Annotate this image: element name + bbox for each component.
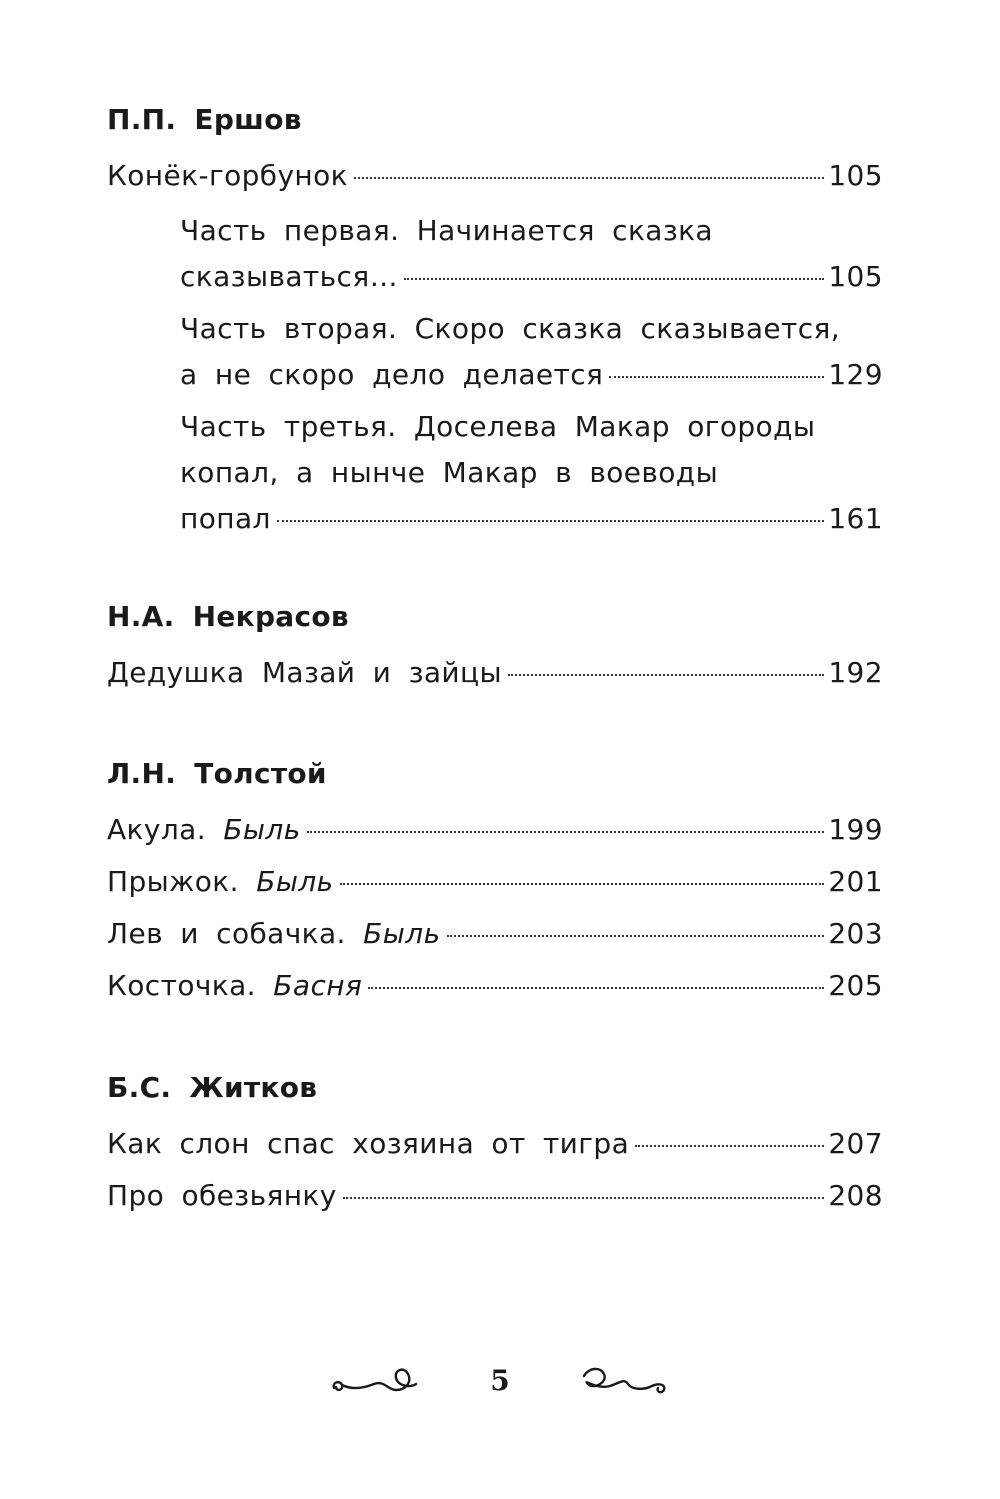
dot-leader	[404, 278, 824, 280]
toc-entry[interactable]	[107, 960, 883, 1012]
entry-title: Конёк-горбунок	[107, 159, 348, 192]
entry-genre: Быль	[256, 865, 334, 898]
entry-title: Как слон спас хозяина от тигра	[107, 1127, 630, 1160]
subentry-last-line	[180, 496, 883, 542]
entry-title-text: Прыжок.	[107, 865, 239, 898]
subentry-last-line	[180, 254, 883, 300]
entry-page: 129	[828, 358, 883, 391]
subentry-title-end: а не скоро дело делается	[180, 358, 604, 391]
entry-page: 201	[828, 865, 883, 898]
subentry-title-end: сказываться…	[180, 260, 398, 293]
flourish-left-icon	[330, 1360, 420, 1400]
entry-genre: Басня	[273, 969, 363, 1002]
toc-entry[interactable]	[107, 804, 883, 856]
entry-title	[107, 908, 441, 960]
toc-subentry[interactable]	[107, 404, 883, 542]
entry-title	[107, 960, 362, 1012]
entry-genre: Быль	[223, 813, 301, 846]
entry-page: 199	[828, 813, 883, 846]
author-heading: Л.Н. Толстой	[107, 757, 327, 790]
dot-leader	[277, 520, 825, 522]
dot-leader	[609, 376, 824, 378]
entry-page: 208	[828, 1179, 883, 1212]
entry-title	[107, 856, 334, 908]
entry-title-text: Лев и собачка.	[107, 917, 346, 950]
dot-leader	[447, 935, 825, 937]
entry-page: 203	[828, 917, 883, 950]
entry-page: 192	[828, 656, 883, 689]
dot-leader	[508, 674, 824, 676]
entry-title-text: Косточка.	[107, 969, 256, 1002]
toc-subentry[interactable]	[107, 208, 883, 300]
subentry-last-line	[180, 352, 883, 398]
entry-title: Дедушка Мазай и зайцы	[107, 656, 502, 689]
toc-entry[interactable]	[107, 647, 883, 699]
entry-page: 205	[828, 969, 883, 1002]
author-heading: Н.А. Некрасов	[107, 600, 349, 633]
entry-page: 161	[828, 502, 883, 535]
subentry-title-end: попал	[180, 502, 271, 535]
entry-genre: Быль	[363, 917, 441, 950]
toc-entry[interactable]	[107, 1170, 883, 1222]
flourish-right-icon	[580, 1360, 670, 1400]
subentry-line: Часть третья. Доселева Макар огороды	[180, 410, 816, 443]
dot-leader	[340, 883, 825, 885]
author-heading: П.П. Ершов	[107, 103, 302, 136]
entry-title	[107, 804, 301, 856]
section-tolstoy	[107, 754, 883, 1012]
subentry-line: Часть первая. Начинается сказка	[180, 214, 713, 247]
dot-leader	[343, 1197, 825, 1199]
entry-title-text: Акула.	[107, 813, 206, 846]
subentry-line: копал, а нынче Макар в воеводы	[180, 456, 719, 489]
section-ershov	[107, 100, 883, 546]
subentry-line: Часть вторая. Скоро сказка сказывается,	[180, 312, 841, 345]
dot-leader	[368, 987, 824, 989]
dot-leader	[354, 177, 824, 179]
dot-leader	[635, 1145, 824, 1147]
dot-leader	[307, 831, 825, 833]
page-number: 5	[490, 1363, 510, 1397]
section-zhitkov	[107, 1068, 883, 1222]
entry-page: 105	[828, 260, 883, 293]
toc-subentry[interactable]	[107, 306, 883, 398]
toc-entry[interactable]	[107, 150, 883, 202]
entry-page: 207	[828, 1127, 883, 1160]
author-heading: Б.С. Житков	[107, 1071, 318, 1104]
toc-entry[interactable]	[107, 856, 883, 908]
page-footer	[0, 1350, 1000, 1410]
toc-entry[interactable]	[107, 1118, 883, 1170]
section-nekrasov	[107, 597, 883, 699]
entry-title: Про обезьянку	[107, 1179, 337, 1212]
toc-entry[interactable]	[107, 908, 883, 960]
entry-page: 105	[828, 159, 883, 192]
